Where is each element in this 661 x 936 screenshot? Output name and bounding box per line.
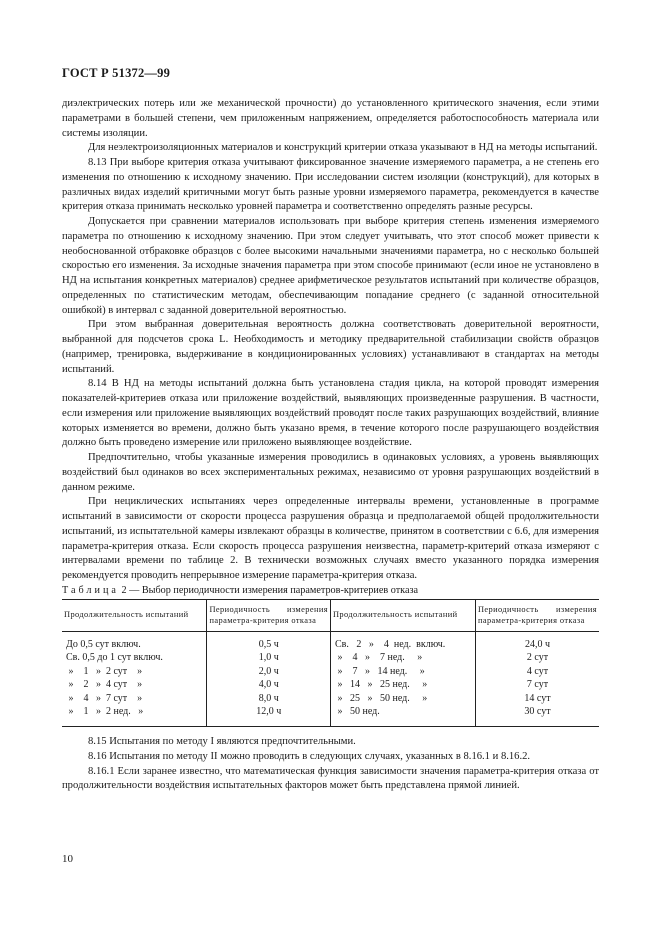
paragraph: диэлектрических потерь или же механической прочности) до установленного критического значения, если этими параметрами в большей степени, чем приложенным напряжением, определяется работоспособность материала или системы изоляции. — [62, 98, 599, 139]
table-cell-line: » 4 » 7 нед. » — [334, 652, 423, 664]
table-cell-line: » 50 нед. — [334, 706, 380, 718]
table-col-duration — [62, 631, 207, 727]
table-cell-line: 0,5 ч — [258, 638, 279, 650]
table-caption-text: 2 — Выбор периодичности измерения параметров-критериев отказа — [121, 584, 419, 596]
paragraph: Для неэлектроизоляционных материалов и конструкций критерии отказа указывают в НД на методы испытаний. — [88, 142, 598, 154]
interval-table — [62, 599, 599, 728]
table-cell-line: 7 сут — [526, 679, 549, 691]
table-header-period: Периодичность измерения параметра-критерия отказа — [207, 599, 331, 631]
table-cell-line: 4,0 ч — [258, 679, 279, 691]
table-col-period — [475, 631, 599, 727]
table-cell-line: 8,0 ч — [258, 692, 279, 704]
document-body — [62, 97, 599, 794]
table-header-duration: Продолжительность испытаний — [330, 599, 475, 631]
paragraph: При нециклических испытаниях через определенные интервалы времени, установленные в программе испытаний в зависимости от скорости процесса разрушения образца и предполагаемой общей продолжительности испытаний, из испытательной камеры извлекают образцы в количестве, принятом в соответствии с 6.6, для измерения параметра-критерия отказа. Если скорость процесса разрушения неизвестна, параметр-критерий отказа измеряют с интервалами времени по таблице 2. В технически возможных случаях вместо указанного порядка измерения рекомендуется проводить непрерывное измерение параметра-критерия отказа. — [62, 496, 599, 581]
paragraph: 8.13 При выборе критерия отказа учитывают фиксированное значение измеряемого параметра, а не степень его изменения по отношению к исходному значению. При исследовании систем изоляции (конструкций), для которых в различных видах изделий критичными могут быть разные уровни измеряемого параметра, рекомендуется в качестве критерия отказа принимать несколько уровней параметра и соответственно определять разные ресурсы. — [62, 157, 599, 213]
table-cell-line: 4 сут — [526, 665, 549, 677]
paragraph: Предпочтительно, чтобы указанные измерения проводились в одинаковых условиях, а уровень выявляющих воздействий был одинаков во всех экспериментальных режимах, независимо от уровня разрушающих воздействий в данном режиме. — [62, 452, 599, 493]
table-cell-line: » 1 » 2 нед. » — [66, 706, 144, 718]
paragraph: Допускается при сравнении материалов использовать при выборе критерия степень изменения измеряемого параметра по отношению к исходному значению. При этом следует учитывать, что этот способ может привести к необоснованной отбраковке образцов с более высокими начальными значениями параметра, но с несколько большей скоростью его изменения. За исходные значения параметра при этом способе принимают (если иное не установлено в НД на испытания конкретных материалов) среднее арифметическое результатов испытаний при количестве образцов, определенных по статистическим методам, обеспечивающим попадание среднего (с заданной относительной ошибкой) в интервал с заданной доверительной вероятностью. — [62, 216, 599, 316]
table-cell-line: 14 сут — [524, 692, 551, 704]
table-col-duration — [330, 631, 475, 727]
table-cell-line: » 4 » 7 сут » — [66, 692, 143, 704]
table-cell-line: » 7 » 14 нед. » — [334, 665, 425, 677]
table-cell-line: 2,0 ч — [258, 665, 279, 677]
table-col-period — [207, 631, 331, 727]
paragraph: 8.16 Испытания по методу II можно проводить в следующих случаях, указанных в 8.16.1 и 8.16.2. — [88, 750, 531, 762]
table-cell-line: 24,0 ч — [524, 638, 550, 650]
paragraph: 8.16.1 Если заранее известно, что математическая функция зависимости значения параметра-критерия отказа от продолжительности воздействия испытательных факторов может быть представлена прямой линией. — [62, 765, 599, 792]
table-cell-line: 1,0 ч — [258, 652, 279, 664]
table-cell-line: 12,0 ч — [256, 706, 282, 718]
table-cell-line: » 25 » 50 нед. » — [334, 692, 428, 704]
table-cell-line: Св. 0,5 до 1 сут включ. — [66, 652, 163, 664]
table-cell-line: » 1 » 2 сут » — [66, 665, 143, 677]
paragraph: 8.14 В НД на методы испытаний должна быть установлена стадия цикла, на которой проводят измерения показателей-критериев отказа или приложение воздействий, выявляющих произведенные разрушения. В частности, если измерения или приложение выявляющих воздействий проводят после таких разрушающих воздействий, влияние которых изменяется во времени, должно быть указано время, в течение которого после разрушающего воздействия должно быть проведено измерение или приложено выявляющее воздействие. — [62, 378, 599, 449]
table-cell-line: Св. 2 » 4 нед. включ. — [334, 638, 446, 650]
table-cell-line: До 0,5 сут включ. — [66, 638, 141, 650]
table-header-duration: Продолжительность испытаний — [62, 599, 207, 631]
table-caption-word: Таблица — [62, 584, 119, 596]
table-cell-line: 30 сут — [524, 706, 551, 718]
table-header-period: Периодичность измерения параметра-критерия отказа — [475, 599, 599, 631]
table-cell-line: 2 сут — [526, 652, 549, 664]
paragraph: 8.15 Испытания по методу I являются предпочтительными. — [88, 736, 356, 748]
table-caption — [62, 584, 599, 599]
document-header: ГОСТ Р 51372—99 — [62, 66, 171, 80]
table-cell-line: » 14 » 25 нед. » — [334, 679, 428, 691]
table-cell-line: » 2 » 4 сут » — [66, 679, 143, 691]
page-number: 10 — [62, 853, 73, 865]
paragraph: При этом выбранная доверительная вероятность должна соответствовать доверительной вероятности, выбранной для подсчетов срока L. Необходимость и методику предварительной стабилизации свойств образцов (например, тренировка, выдерживание в кондиционированных условиях) устанавливают в стандартах на методы испытаний. — [62, 319, 599, 375]
